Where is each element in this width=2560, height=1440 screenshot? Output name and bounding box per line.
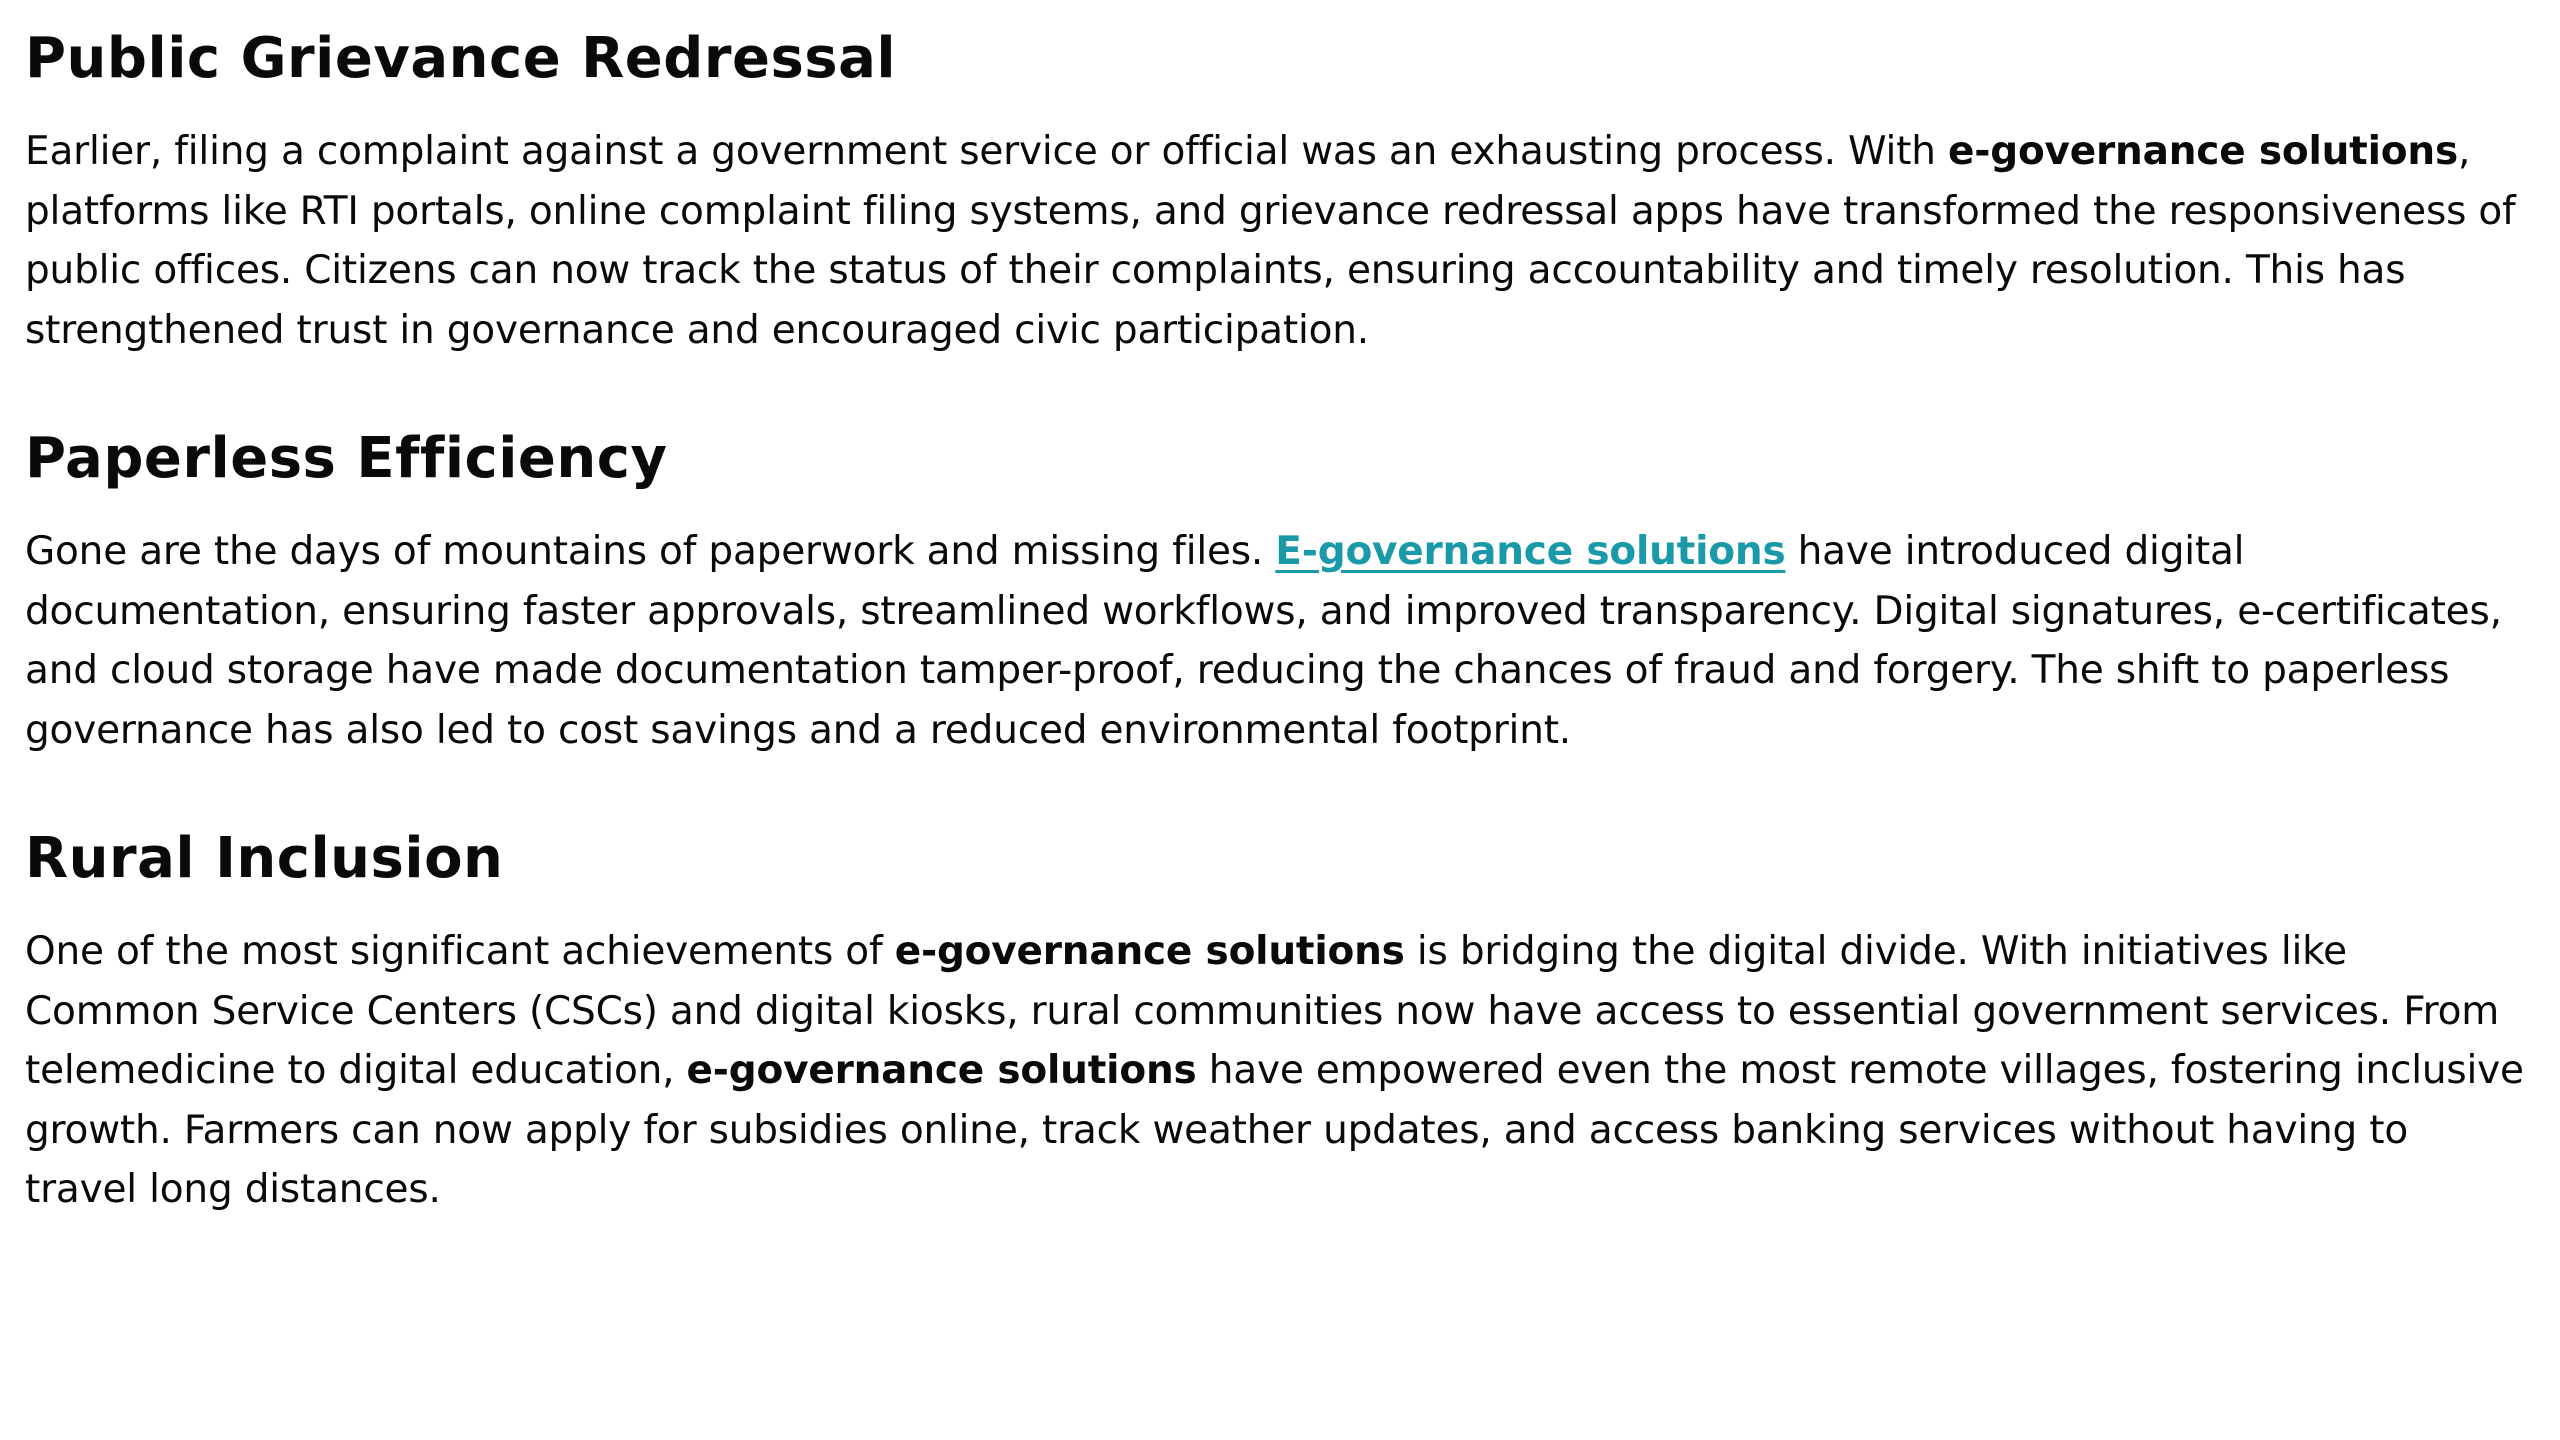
text-run: have empowered even the most remote villages, fostering inclusive growth. Farmers can now apply for subsidies online, track weather updates, and access banking services without having to travel long distances. xyxy=(25,1048,2524,1212)
section-rural-inclusion xyxy=(25,824,2525,1220)
bold-term: e-governance solutions xyxy=(1947,129,2458,174)
text-run: is bridging the digital divide. With initiatives like Common Service Centers (CSCs) and digital kiosks, rural communities now have access to essential government services. From telemedicine to digital education, xyxy=(25,929,2500,1093)
section-heading: Public Grievance Redressal xyxy=(25,26,897,91)
text-run: , platforms like RTI portals, online complaint filing systems, and grievance redressal apps have transformed the responsiveness of public offices. Citizens can now track the status of their complaints, ensuring accountability and timely resolution. This has strengthened trust in governance and encouraged civic participation. xyxy=(25,129,2516,353)
section-paragraph xyxy=(25,522,2525,760)
bold-term: e-governance solutions xyxy=(686,1048,1197,1093)
text-run: One of the most significant achievements of xyxy=(25,929,895,974)
section-heading: Paperless Efficiency xyxy=(25,426,668,491)
bold-term: e-governance solutions xyxy=(894,929,1405,974)
text-run: Earlier, filing a complaint against a government service or official was an exhausting process. With xyxy=(25,129,1948,174)
section-paperless-efficiency xyxy=(25,424,2525,760)
e-governance-solutions-link[interactable]: E-governance solutions xyxy=(1275,529,1786,574)
text-run: have introduced digital documentation, ensuring faster approvals, streamlined workflows, and improved transparency. Digital signatures, e-certificates, and cloud storage have made documentation tamper-proof, reducing the chances of fraud and forgery. The shift to paperless governance has also led to cost savings and a reduced environmental footprint. xyxy=(25,529,2502,753)
section-paragraph xyxy=(25,922,2525,1220)
section-heading: Rural Inclusion xyxy=(25,826,504,891)
section-paragraph xyxy=(25,122,2525,360)
text-run: Gone are the days of mountains of paperwork and missing files. xyxy=(25,529,1276,574)
article-body xyxy=(25,0,2525,1220)
section-public-grievance xyxy=(25,24,2525,360)
